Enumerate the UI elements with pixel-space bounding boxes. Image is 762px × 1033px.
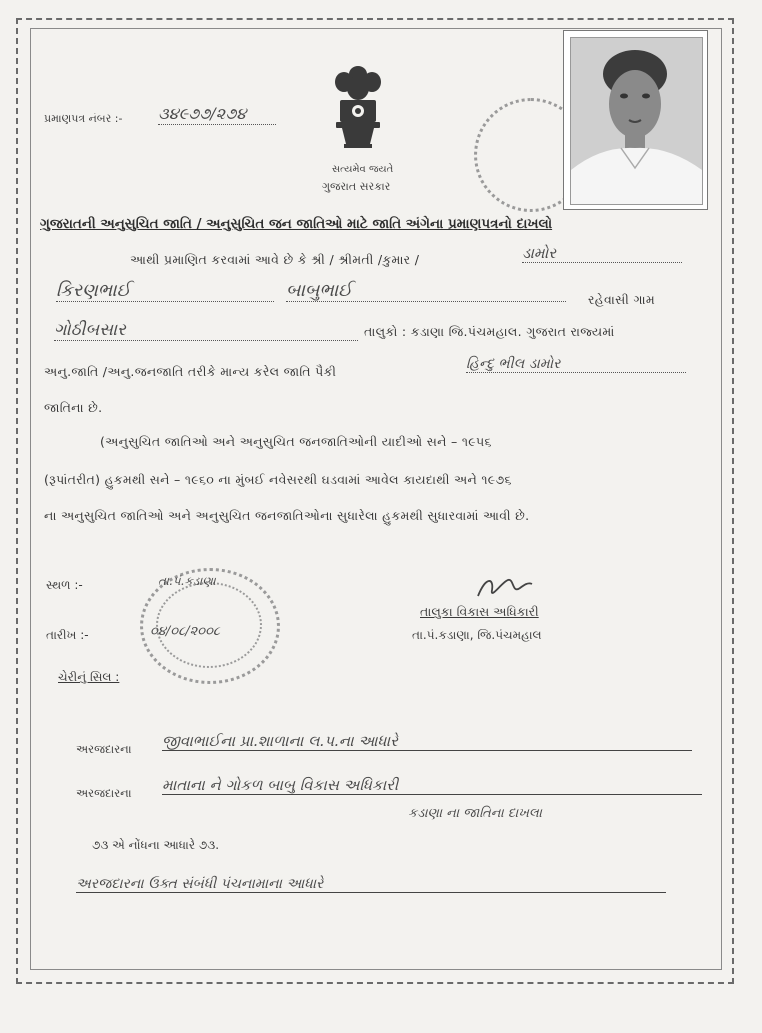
taluka-text: તાલુકો : કડાણા જિ.પંચમહાલ. ગુજરાત રાજ્યમાં: [364, 324, 615, 339]
paragraph-line-2: (રૂપાંતરીત) હુકમથી સને – ૧૯૬૦ ના મુંબઈ નવેસરથી ઘડવામાં આવેલ કાયદાથી અને ૧૯૭૬: [44, 472, 512, 487]
date-value: ૦૪/૦૮/૨૦૦૮: [150, 624, 221, 639]
father-name-value: બાબુભાઈ: [286, 280, 566, 302]
applicant-line-1-value: જીવાભાઈના પ્રા.શાળાના લ.પ.ના આધારે: [162, 732, 692, 751]
recognized-text: અનુ.જાતિ /અનુ.જનજાતિ તરીકે માન્ય કરેલ જાતિ પૈકી: [44, 364, 337, 379]
officer-title: તાલુકા વિકાસ અધિકારી: [420, 604, 539, 619]
caste-value: હિન્દુ ભીલ ડામોર: [466, 356, 686, 373]
place-value: તા.પં.કડાણા: [158, 574, 216, 588]
place-label: સ્થળ :-: [46, 578, 83, 592]
officer-office: તા.પં.કડાણા, જિ.પંચમહાલ: [412, 628, 542, 642]
certificate-number-value: ૩૪૯૭૭/૨૭૪: [158, 104, 276, 125]
seal-label: ચેરીનું સિલ :: [58, 670, 120, 684]
state-emblem: [318, 60, 398, 168]
officer-signature: [474, 572, 534, 602]
applicant-line-1-label: અરજદારના: [76, 742, 132, 756]
date-label: તારીખ :-: [46, 628, 89, 642]
surname-value: ડામોર: [522, 244, 682, 263]
certify-prefix: આથી પ્રમાણિત કરવામાં આવે છે કે શ્રી / શ્રીમતી /કુમાર /: [130, 252, 420, 267]
resident-label: રહેવાસી ગામ: [588, 292, 655, 307]
name-value: કિરણભાઈ: [56, 280, 274, 302]
applicant-line-2-value: માતાના ને ગોકળ બાબુ વિકાસ અધિકારી: [162, 776, 702, 795]
village-value: ગોઠીબસાર: [54, 320, 358, 341]
caste-end-text: જાતિના છે.: [44, 400, 103, 415]
applicant-line-4: અરજદારના ઉક્ત સંબંધી પંચનામાના આધારે: [76, 876, 666, 893]
emblem-motto: સત્યમેવ જયતે: [332, 164, 394, 175]
emblem-government: ગુજરાત સરકાર: [322, 180, 391, 193]
applicant-line-2-continued: કડાણા ના જાતિના દાખલા: [408, 806, 542, 821]
paragraph-line-1: (અનુસુચિત જાતિઓ અને અનુસુચિત જનજાતિઓની યાદીઓ સને – ૧૯૫૬: [100, 434, 492, 449]
applicant-photo: [563, 30, 708, 210]
certificate-title: ગુજરાતની અનુસુચિત જાતિ / અનુસુચિત જન જાતિઓ માટે જાતિ અંગેના પ્રમાણપત્રનો દાખલો: [40, 216, 553, 232]
applicant-line-3: ૭૩ એ નોંધના આધારે ૭૩.: [92, 838, 220, 852]
paragraph-line-3: ના અનુસુચિત જાતિઓ અને અનુસુચિત જનજાતિઓના સુધારેલા હુકમથી સુધારવામાં આવી છે.: [44, 508, 530, 523]
applicant-line-2-label: અરજદારના: [76, 786, 132, 800]
certificate-number-label: પ્રમાણપત્ર નંબર :-: [44, 112, 123, 125]
